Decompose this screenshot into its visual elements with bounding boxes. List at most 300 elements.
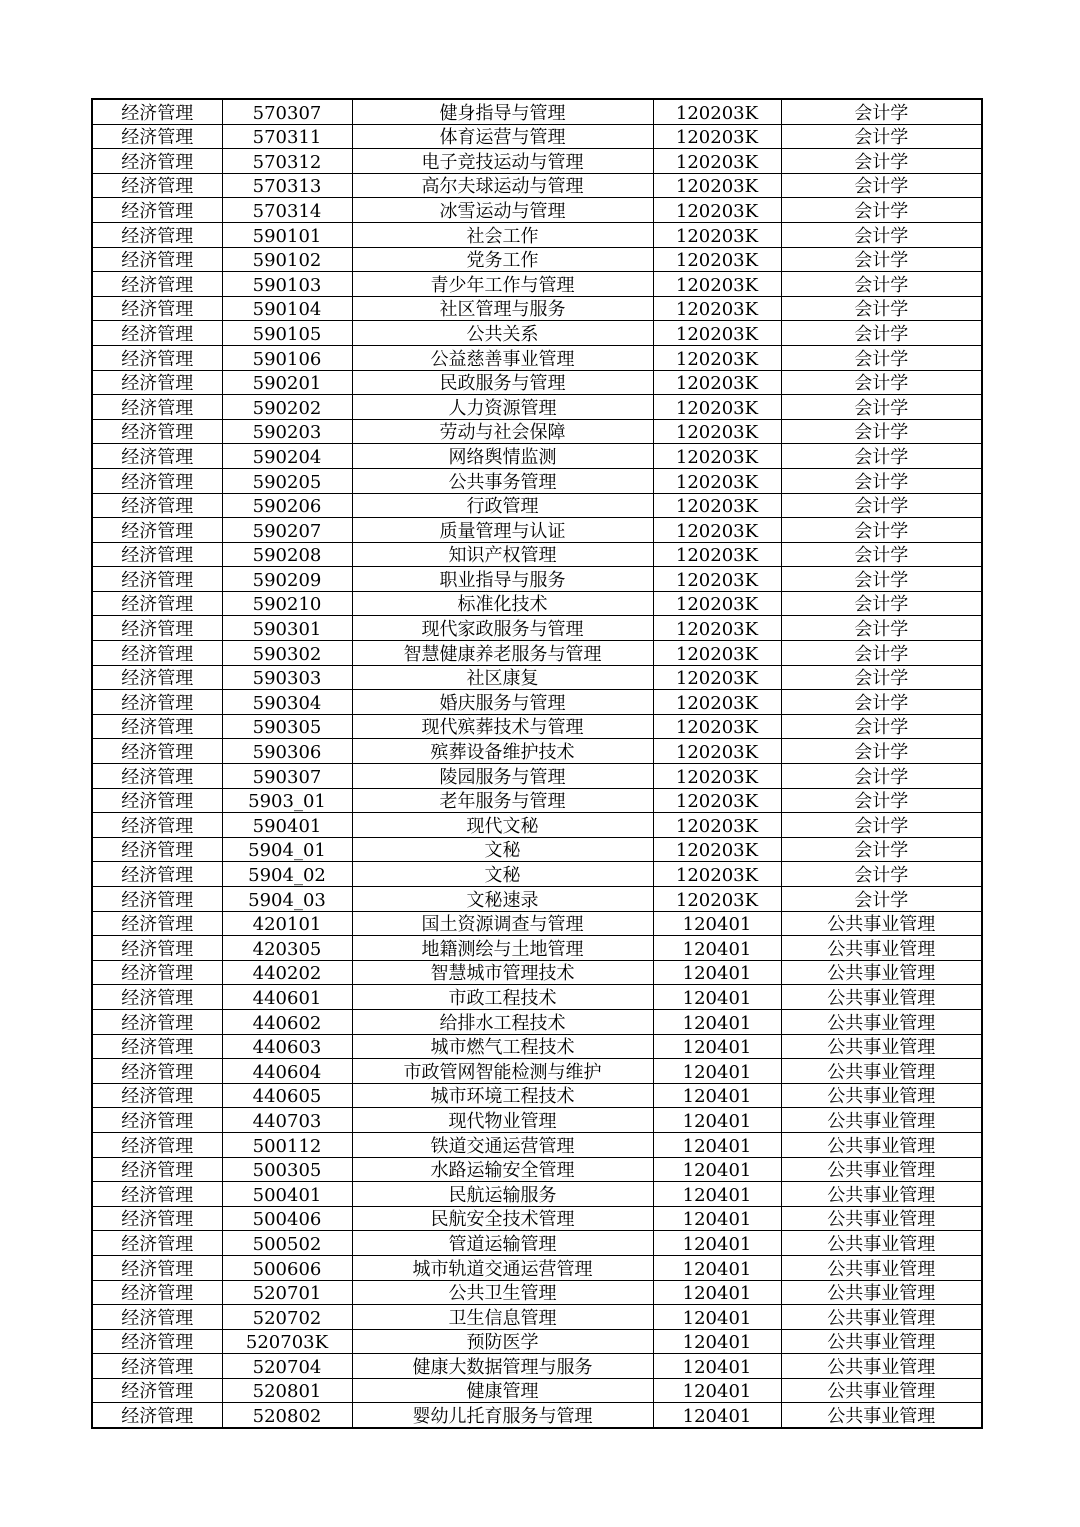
- vocational-major-cell: 高尔夫球运动与管理: [352, 173, 653, 198]
- undergrad-code-cell: 120401: [653, 1403, 781, 1428]
- undergrad-major-cell: 公共事业管理: [781, 1034, 982, 1059]
- table-row: [92, 641, 982, 666]
- vocational-major-cell: 知识产权管理: [352, 542, 653, 567]
- vocational-code-cell: 590401: [222, 813, 352, 838]
- category-cell: 经济管理: [92, 960, 222, 985]
- undergrad-code-cell: 120203K: [653, 395, 781, 420]
- table-row: [92, 739, 982, 764]
- undergrad-code-cell: 120401: [653, 960, 781, 985]
- undergrad-major-cell: 会计学: [781, 788, 982, 813]
- vocational-code-cell: 570314: [222, 198, 352, 223]
- table-row: [92, 1305, 982, 1330]
- undergrad-major-cell: 会计学: [781, 370, 982, 395]
- vocational-code-cell: 5904_03: [222, 887, 352, 912]
- table-row: [92, 788, 982, 813]
- vocational-major-cell: 现代物业管理: [352, 1108, 653, 1133]
- vocational-major-cell: 市政工程技术: [352, 985, 653, 1010]
- table-row: [92, 567, 982, 592]
- undergrad-code-cell: 120203K: [653, 813, 781, 838]
- vocational-code-cell: 500502: [222, 1231, 352, 1256]
- table-row: [92, 960, 982, 985]
- table-row: [92, 1255, 982, 1280]
- undergrad-major-cell: 公共事业管理: [781, 1132, 982, 1157]
- category-cell: 经济管理: [92, 395, 222, 420]
- undergrad-code-cell: 120401: [653, 1182, 781, 1207]
- category-cell: 经济管理: [92, 591, 222, 616]
- undergrad-major-cell: 会计学: [781, 468, 982, 493]
- category-cell: 经济管理: [92, 1378, 222, 1403]
- undergrad-major-cell: 会计学: [781, 714, 982, 739]
- table-row: [92, 124, 982, 149]
- vocational-code-cell: 590106: [222, 345, 352, 370]
- undergrad-major-cell: 公共事业管理: [781, 960, 982, 985]
- undergrad-code-cell: 120203K: [653, 321, 781, 346]
- undergrad-major-cell: 会计学: [781, 345, 982, 370]
- category-cell: 经济管理: [92, 1280, 222, 1305]
- category-cell: 经济管理: [92, 1206, 222, 1231]
- undergrad-major-cell: 会计学: [781, 247, 982, 272]
- vocational-code-cell: 590104: [222, 296, 352, 321]
- undergrad-major-cell: 会计学: [781, 542, 982, 567]
- vocational-code-cell: 500606: [222, 1255, 352, 1280]
- undergrad-major-cell: 公共事业管理: [781, 1255, 982, 1280]
- vocational-code-cell: 590102: [222, 247, 352, 272]
- undergrad-code-cell: 120401: [653, 1083, 781, 1108]
- table-row: [92, 1083, 982, 1108]
- vocational-major-cell: 健康大数据管理与服务: [352, 1354, 653, 1379]
- category-cell: 经济管理: [92, 296, 222, 321]
- major-mapping-table: [91, 98, 983, 1429]
- vocational-major-cell: 党务工作: [352, 247, 653, 272]
- vocational-code-cell: 590205: [222, 468, 352, 493]
- category-cell: 经济管理: [92, 419, 222, 444]
- category-cell: 经济管理: [92, 616, 222, 641]
- undergrad-major-cell: 公共事业管理: [781, 1280, 982, 1305]
- vocational-code-cell: 440202: [222, 960, 352, 985]
- vocational-major-cell: 文秘: [352, 862, 653, 887]
- vocational-code-cell: 520801: [222, 1378, 352, 1403]
- category-cell: 经济管理: [92, 1059, 222, 1084]
- undergrad-major-cell: 公共事业管理: [781, 1206, 982, 1231]
- vocational-major-cell: 电子竞技运动与管理: [352, 149, 653, 174]
- undergrad-major-cell: 会计学: [781, 173, 982, 198]
- undergrad-major-cell: 会计学: [781, 739, 982, 764]
- table-row: [92, 714, 982, 739]
- vocational-code-cell: 440603: [222, 1034, 352, 1059]
- vocational-major-cell: 公共卫生管理: [352, 1280, 653, 1305]
- vocational-major-cell: 人力资源管理: [352, 395, 653, 420]
- vocational-major-cell: 冰雪运动与管理: [352, 198, 653, 223]
- vocational-code-cell: 590301: [222, 616, 352, 641]
- undergrad-code-cell: 120401: [653, 1059, 781, 1084]
- vocational-major-cell: 殡葬设备维护技术: [352, 739, 653, 764]
- undergrad-major-cell: 公共事业管理: [781, 1083, 982, 1108]
- undergrad-code-cell: 120401: [653, 1329, 781, 1354]
- category-cell: 经济管理: [92, 321, 222, 346]
- undergrad-code-cell: 120401: [653, 1354, 781, 1379]
- vocational-major-cell: 给排水工程技术: [352, 1009, 653, 1034]
- category-cell: 经济管理: [92, 837, 222, 862]
- table-row: [92, 616, 982, 641]
- vocational-major-cell: 管道运输管理: [352, 1231, 653, 1256]
- category-cell: 经济管理: [92, 1182, 222, 1207]
- table-row: [92, 1329, 982, 1354]
- table-row: [92, 99, 982, 124]
- vocational-major-cell: 现代文秘: [352, 813, 653, 838]
- category-cell: 经济管理: [92, 739, 222, 764]
- vocational-code-cell: 440703: [222, 1108, 352, 1133]
- table-row: [92, 862, 982, 887]
- undergrad-major-cell: 公共事业管理: [781, 1182, 982, 1207]
- undergrad-code-cell: 120203K: [653, 788, 781, 813]
- category-cell: 经济管理: [92, 665, 222, 690]
- vocational-code-cell: 500401: [222, 1182, 352, 1207]
- undergrad-code-cell: 120401: [653, 1378, 781, 1403]
- table-row: [92, 542, 982, 567]
- vocational-major-cell: 民航运输服务: [352, 1182, 653, 1207]
- category-cell: 经济管理: [92, 173, 222, 198]
- undergrad-code-cell: 120203K: [653, 518, 781, 543]
- vocational-major-cell: 国土资源调查与管理: [352, 911, 653, 936]
- undergrad-code-cell: 120203K: [653, 641, 781, 666]
- table-row: [92, 887, 982, 912]
- undergrad-major-cell: 会计学: [781, 518, 982, 543]
- undergrad-major-cell: 会计学: [781, 862, 982, 887]
- category-cell: 经济管理: [92, 272, 222, 297]
- vocational-code-cell: 590206: [222, 493, 352, 518]
- undergrad-major-cell: 公共事业管理: [781, 1009, 982, 1034]
- table-row: [92, 1034, 982, 1059]
- table-row: [92, 493, 982, 518]
- category-cell: 经济管理: [92, 936, 222, 961]
- table-row: [92, 222, 982, 247]
- vocational-major-cell: 社区管理与服务: [352, 296, 653, 321]
- vocational-major-cell: 城市环境工程技术: [352, 1083, 653, 1108]
- undergrad-major-cell: 会计学: [781, 641, 982, 666]
- vocational-major-cell: 现代殡葬技术与管理: [352, 714, 653, 739]
- vocational-code-cell: 590302: [222, 641, 352, 666]
- table-row: [92, 1157, 982, 1182]
- category-cell: 经济管理: [92, 542, 222, 567]
- undergrad-code-cell: 120203K: [653, 493, 781, 518]
- vocational-major-cell: 民政服务与管理: [352, 370, 653, 395]
- vocational-code-cell: 500406: [222, 1206, 352, 1231]
- undergrad-code-cell: 120401: [653, 911, 781, 936]
- table-row: [92, 764, 982, 789]
- table-row: [92, 1378, 982, 1403]
- category-cell: 经济管理: [92, 493, 222, 518]
- table-row: [92, 419, 982, 444]
- table-row: [92, 173, 982, 198]
- category-cell: 经济管理: [92, 1009, 222, 1034]
- vocational-code-cell: 590304: [222, 690, 352, 715]
- table-row: [92, 1108, 982, 1133]
- undergrad-code-cell: 120203K: [653, 247, 781, 272]
- vocational-code-cell: 590307: [222, 764, 352, 789]
- vocational-major-cell: 智慧健康养老服务与管理: [352, 641, 653, 666]
- category-cell: 经济管理: [92, 985, 222, 1010]
- undergrad-major-cell: 公共事业管理: [781, 1108, 982, 1133]
- undergrad-major-cell: 公共事业管理: [781, 1329, 982, 1354]
- vocational-code-cell: 590208: [222, 542, 352, 567]
- undergrad-major-cell: 会计学: [781, 321, 982, 346]
- undergrad-major-cell: 会计学: [781, 591, 982, 616]
- vocational-code-cell: 590101: [222, 222, 352, 247]
- category-cell: 经济管理: [92, 1231, 222, 1256]
- vocational-code-cell: 590105: [222, 321, 352, 346]
- vocational-major-cell: 地籍测绘与土地管理: [352, 936, 653, 961]
- undergrad-major-cell: 会计学: [781, 665, 982, 690]
- vocational-code-cell: 500305: [222, 1157, 352, 1182]
- undergrad-code-cell: 120401: [653, 1108, 781, 1133]
- undergrad-code-cell: 120203K: [653, 149, 781, 174]
- undergrad-code-cell: 120203K: [653, 345, 781, 370]
- vocational-major-cell: 现代家政服务与管理: [352, 616, 653, 641]
- undergrad-code-cell: 120401: [653, 1231, 781, 1256]
- category-cell: 经济管理: [92, 1108, 222, 1133]
- category-cell: 经济管理: [92, 1034, 222, 1059]
- vocational-code-cell: 590204: [222, 444, 352, 469]
- undergrad-major-cell: 会计学: [781, 690, 982, 715]
- vocational-code-cell: 590210: [222, 591, 352, 616]
- undergrad-major-cell: 会计学: [781, 419, 982, 444]
- category-cell: 经济管理: [92, 1354, 222, 1379]
- undergrad-major-cell: 公共事业管理: [781, 985, 982, 1010]
- vocational-major-cell: 市政管网智能检测与维护: [352, 1059, 653, 1084]
- table-row: [92, 1206, 982, 1231]
- vocational-code-cell: 440604: [222, 1059, 352, 1084]
- category-cell: 经济管理: [92, 911, 222, 936]
- table-row: [92, 936, 982, 961]
- undergrad-major-cell: 会计学: [781, 764, 982, 789]
- table-row: [92, 1403, 982, 1428]
- category-cell: 经济管理: [92, 567, 222, 592]
- table-row: [92, 1059, 982, 1084]
- table-row: [92, 1231, 982, 1256]
- undergrad-code-cell: 120401: [653, 1206, 781, 1231]
- category-cell: 经济管理: [92, 1403, 222, 1428]
- vocational-code-cell: 520704: [222, 1354, 352, 1379]
- undergrad-major-cell: 会计学: [781, 813, 982, 838]
- vocational-major-cell: 职业指导与服务: [352, 567, 653, 592]
- vocational-code-cell: 590207: [222, 518, 352, 543]
- undergrad-code-cell: 120203K: [653, 887, 781, 912]
- vocational-code-cell: 590201: [222, 370, 352, 395]
- table-row: [92, 1132, 982, 1157]
- vocational-code-cell: 590209: [222, 567, 352, 592]
- vocational-major-cell: 智慧城市管理技术: [352, 960, 653, 985]
- vocational-major-cell: 健身指导与管理: [352, 99, 653, 124]
- undergrad-major-cell: 会计学: [781, 837, 982, 862]
- vocational-major-cell: 社会工作: [352, 222, 653, 247]
- category-cell: 经济管理: [92, 198, 222, 223]
- vocational-code-cell: 570313: [222, 173, 352, 198]
- undergrad-major-cell: 会计学: [781, 99, 982, 124]
- undergrad-major-cell: 会计学: [781, 395, 982, 420]
- undergrad-major-cell: 公共事业管理: [781, 1354, 982, 1379]
- category-cell: 经济管理: [92, 222, 222, 247]
- category-cell: 经济管理: [92, 247, 222, 272]
- undergrad-code-cell: 120203K: [653, 99, 781, 124]
- table-row: [92, 1009, 982, 1034]
- vocational-major-cell: 城市燃气工程技术: [352, 1034, 653, 1059]
- table-row: [92, 911, 982, 936]
- undergrad-major-cell: 公共事业管理: [781, 1305, 982, 1330]
- undergrad-code-cell: 120203K: [653, 665, 781, 690]
- undergrad-code-cell: 120203K: [653, 690, 781, 715]
- undergrad-major-cell: 会计学: [781, 493, 982, 518]
- undergrad-major-cell: 会计学: [781, 124, 982, 149]
- undergrad-code-cell: 120203K: [653, 124, 781, 149]
- vocational-major-cell: 陵园服务与管理: [352, 764, 653, 789]
- table-row: [92, 198, 982, 223]
- undergrad-code-cell: 120203K: [653, 272, 781, 297]
- undergrad-code-cell: 120203K: [653, 567, 781, 592]
- undergrad-code-cell: 120203K: [653, 714, 781, 739]
- vocational-code-cell: 590306: [222, 739, 352, 764]
- vocational-major-cell: 体育运营与管理: [352, 124, 653, 149]
- category-cell: 经济管理: [92, 1329, 222, 1354]
- vocational-major-cell: 公益慈善事业管理: [352, 345, 653, 370]
- vocational-major-cell: 行政管理: [352, 493, 653, 518]
- undergrad-code-cell: 120203K: [653, 764, 781, 789]
- undergrad-major-cell: 会计学: [781, 149, 982, 174]
- undergrad-code-cell: 120401: [653, 1034, 781, 1059]
- vocational-code-cell: 520703K: [222, 1329, 352, 1354]
- vocational-code-cell: 570307: [222, 99, 352, 124]
- category-cell: 经济管理: [92, 1132, 222, 1157]
- category-cell: 经济管理: [92, 714, 222, 739]
- vocational-major-cell: 劳动与社会保障: [352, 419, 653, 444]
- undergrad-major-cell: 会计学: [781, 567, 982, 592]
- vocational-major-cell: 公共关系: [352, 321, 653, 346]
- category-cell: 经济管理: [92, 468, 222, 493]
- undergrad-code-cell: 120203K: [653, 370, 781, 395]
- vocational-code-cell: 5904_01: [222, 837, 352, 862]
- undergrad-major-cell: 公共事业管理: [781, 936, 982, 961]
- undergrad-major-cell: 会计学: [781, 198, 982, 223]
- undergrad-code-cell: 120203K: [653, 198, 781, 223]
- undergrad-major-cell: 会计学: [781, 616, 982, 641]
- table-row: [92, 591, 982, 616]
- table-row: [92, 296, 982, 321]
- vocational-code-cell: 420305: [222, 936, 352, 961]
- undergrad-code-cell: 120203K: [653, 468, 781, 493]
- vocational-major-cell: 水路运输安全管理: [352, 1157, 653, 1182]
- table-row: [92, 149, 982, 174]
- category-cell: 经济管理: [92, 370, 222, 395]
- table-row: [92, 518, 982, 543]
- undergrad-major-cell: 公共事业管理: [781, 1403, 982, 1428]
- vocational-major-cell: 社区康复: [352, 665, 653, 690]
- vocational-code-cell: 570312: [222, 149, 352, 174]
- vocational-major-cell: 网络舆情监测: [352, 444, 653, 469]
- vocational-code-cell: 590303: [222, 665, 352, 690]
- vocational-code-cell: 520701: [222, 1280, 352, 1305]
- undergrad-code-cell: 120203K: [653, 542, 781, 567]
- table-row: [92, 395, 982, 420]
- table-row: [92, 321, 982, 346]
- undergrad-code-cell: 120401: [653, 1132, 781, 1157]
- table-row: [92, 1280, 982, 1305]
- vocational-code-cell: 420101: [222, 911, 352, 936]
- vocational-major-cell: 城市轨道交通运营管理: [352, 1255, 653, 1280]
- table-row: [92, 1182, 982, 1207]
- vocational-major-cell: 文秘速录: [352, 887, 653, 912]
- vocational-major-cell: 文秘: [352, 837, 653, 862]
- category-cell: 经济管理: [92, 1305, 222, 1330]
- undergrad-major-cell: 公共事业管理: [781, 911, 982, 936]
- category-cell: 经济管理: [92, 124, 222, 149]
- category-cell: 经济管理: [92, 788, 222, 813]
- table-row: [92, 345, 982, 370]
- category-cell: 经济管理: [92, 887, 222, 912]
- category-cell: 经济管理: [92, 1255, 222, 1280]
- category-cell: 经济管理: [92, 99, 222, 124]
- vocational-major-cell: 青少年工作与管理: [352, 272, 653, 297]
- vocational-code-cell: 5903_01: [222, 788, 352, 813]
- category-cell: 经济管理: [92, 345, 222, 370]
- table-row: [92, 468, 982, 493]
- undergrad-code-cell: 120203K: [653, 591, 781, 616]
- undergrad-code-cell: 120203K: [653, 296, 781, 321]
- undergrad-code-cell: 120203K: [653, 837, 781, 862]
- category-cell: 经济管理: [92, 641, 222, 666]
- undergrad-code-cell: 120401: [653, 1009, 781, 1034]
- vocational-major-cell: 标准化技术: [352, 591, 653, 616]
- undergrad-major-cell: 公共事业管理: [781, 1059, 982, 1084]
- vocational-code-cell: 590203: [222, 419, 352, 444]
- vocational-code-cell: 590103: [222, 272, 352, 297]
- undergrad-code-cell: 120401: [653, 1255, 781, 1280]
- vocational-code-cell: 5904_02: [222, 862, 352, 887]
- category-cell: 经济管理: [92, 444, 222, 469]
- vocational-code-cell: 520802: [222, 1403, 352, 1428]
- undergrad-code-cell: 120203K: [653, 173, 781, 198]
- category-cell: 经济管理: [92, 1083, 222, 1108]
- undergrad-code-cell: 120203K: [653, 222, 781, 247]
- undergrad-major-cell: 公共事业管理: [781, 1231, 982, 1256]
- category-cell: 经济管理: [92, 1157, 222, 1182]
- undergrad-code-cell: 120203K: [653, 739, 781, 764]
- undergrad-code-cell: 120401: [653, 1157, 781, 1182]
- table-body: [92, 99, 982, 1428]
- vocational-major-cell: 公共事务管理: [352, 468, 653, 493]
- vocational-code-cell: 590305: [222, 714, 352, 739]
- undergrad-code-cell: 120401: [653, 936, 781, 961]
- table-row: [92, 272, 982, 297]
- vocational-code-cell: 440605: [222, 1083, 352, 1108]
- category-cell: 经济管理: [92, 149, 222, 174]
- table-row: [92, 985, 982, 1010]
- vocational-major-cell: 民航安全技术管理: [352, 1206, 653, 1231]
- category-cell: 经济管理: [92, 690, 222, 715]
- vocational-major-cell: 婴幼儿托育服务与管理: [352, 1403, 653, 1428]
- undergrad-major-cell: 公共事业管理: [781, 1378, 982, 1403]
- table-row: [92, 370, 982, 395]
- vocational-major-cell: 健康管理: [352, 1378, 653, 1403]
- vocational-major-cell: 老年服务与管理: [352, 788, 653, 813]
- vocational-code-cell: 570311: [222, 124, 352, 149]
- vocational-code-cell: 440602: [222, 1009, 352, 1034]
- undergrad-code-cell: 120203K: [653, 616, 781, 641]
- table-row: [92, 444, 982, 469]
- undergrad-major-cell: 会计学: [781, 887, 982, 912]
- table-row: [92, 813, 982, 838]
- undergrad-major-cell: 公共事业管理: [781, 1157, 982, 1182]
- vocational-major-cell: 铁道交通运营管理: [352, 1132, 653, 1157]
- undergrad-code-cell: 120401: [653, 1280, 781, 1305]
